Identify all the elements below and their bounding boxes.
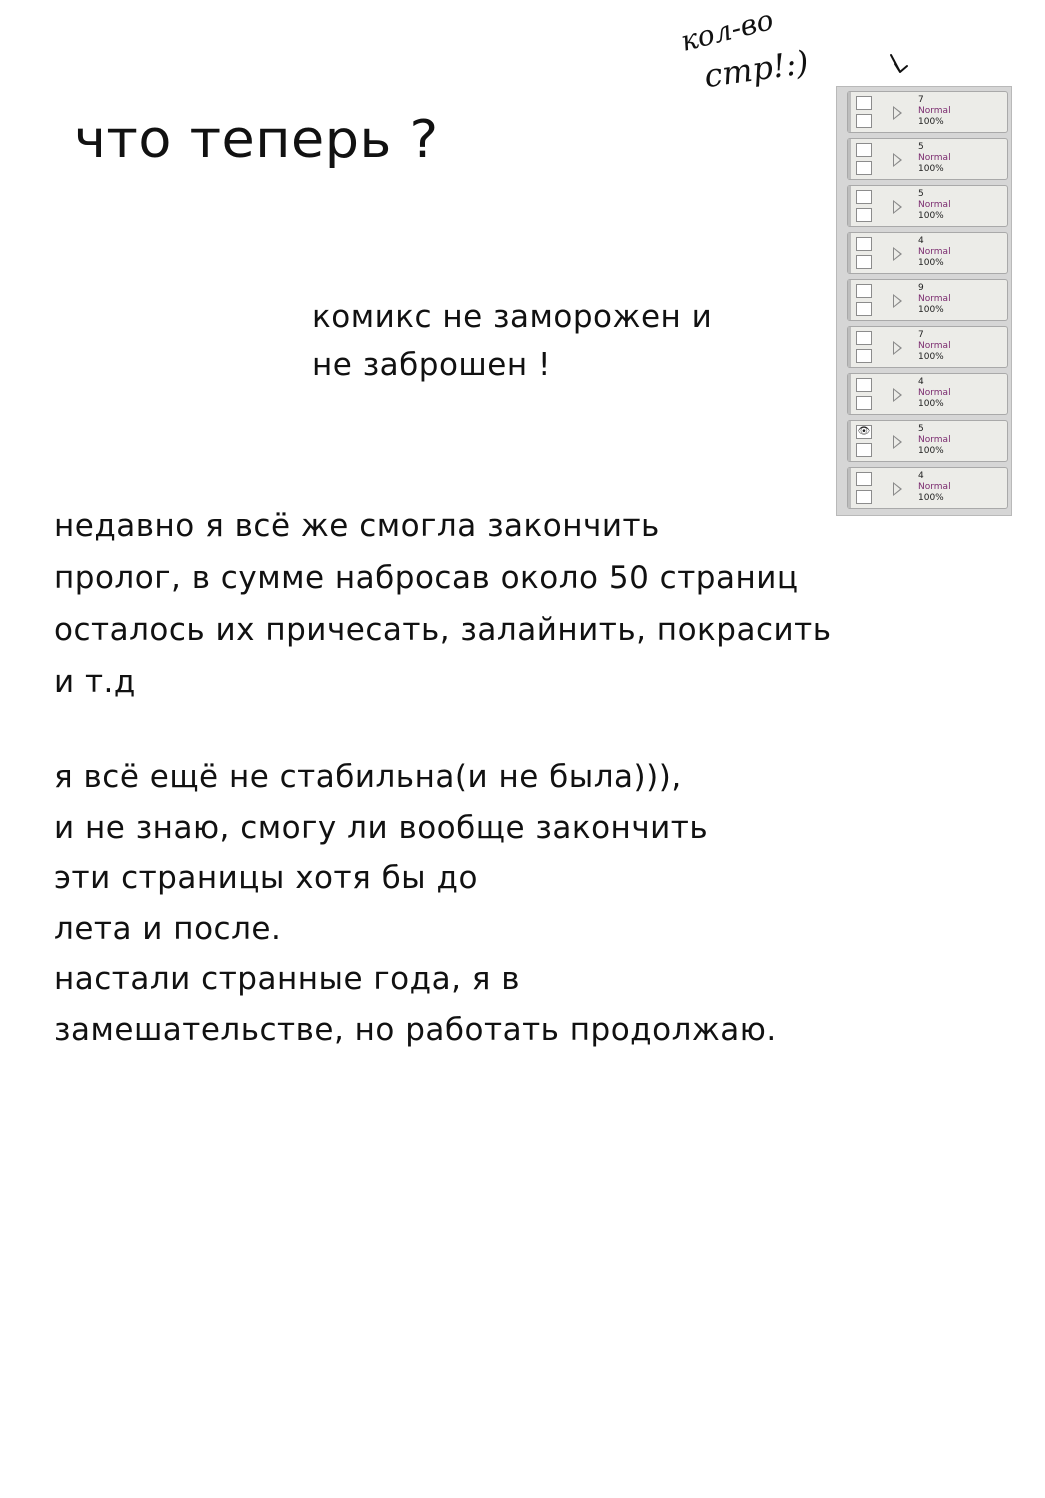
layer-name: 4 xyxy=(918,377,924,387)
layer-blend-mode: Normal xyxy=(918,341,951,351)
layer-opacity: 100% xyxy=(918,164,944,174)
layer-info xyxy=(918,95,951,128)
scribble-line-1: кол-во xyxy=(677,3,777,58)
expand-triangle-icon[interactable] xyxy=(893,247,902,261)
layer-opacity: 100% xyxy=(918,352,944,362)
layer-name: 4 xyxy=(918,236,924,246)
paragraph-line: осталось их причесать, залайнить, покрасить xyxy=(54,612,832,648)
layer-row[interactable] xyxy=(847,279,1008,321)
paragraph-line: пролог, в сумме набросав около 50 страниц xyxy=(54,560,799,596)
layer-info xyxy=(918,471,951,504)
layer-blend-mode: Normal xyxy=(918,247,951,257)
expand-triangle-icon[interactable] xyxy=(893,482,902,496)
layer-blend-mode: Normal xyxy=(918,153,951,163)
layer-blend-mode: Normal xyxy=(918,294,951,304)
paragraph-line: недавно я всё же смогла закончить xyxy=(54,508,660,544)
layer-row[interactable] xyxy=(847,185,1008,227)
layer-row[interactable] xyxy=(847,373,1008,415)
layer-opacity: 100% xyxy=(918,258,944,268)
page-title: что теперь ? xyxy=(74,109,439,170)
expand-triangle-icon[interactable] xyxy=(893,294,902,308)
visibility-toggle[interactable] xyxy=(856,190,872,204)
expand-triangle-icon[interactable] xyxy=(893,341,902,355)
expand-triangle-icon[interactable] xyxy=(893,106,902,120)
paragraph-line: эти страницы хотя бы до xyxy=(54,860,478,896)
status-notice xyxy=(312,293,712,389)
lock-toggle[interactable] xyxy=(856,490,872,504)
status-paragraph xyxy=(54,752,777,1055)
lock-toggle[interactable] xyxy=(856,161,872,175)
layer-name: 9 xyxy=(918,283,924,293)
layer-edge xyxy=(848,186,851,226)
layer-row[interactable] xyxy=(847,467,1008,509)
paragraph-line: замешательстве, но работать продолжаю. xyxy=(54,1011,777,1048)
layers-panel xyxy=(836,86,1012,516)
visibility-toggle[interactable] xyxy=(856,284,872,298)
layer-info xyxy=(918,189,951,222)
layer-edge xyxy=(848,92,851,132)
layer-info xyxy=(918,142,951,175)
lock-toggle[interactable] xyxy=(856,114,872,128)
paragraph-line: лета и после. xyxy=(54,910,282,947)
eye-icon[interactable]: 👁 xyxy=(857,426,871,437)
notice-line: не заброшен ! xyxy=(312,347,551,383)
layer-opacity: 100% xyxy=(918,305,944,315)
layer-edge xyxy=(848,468,851,508)
visibility-toggle[interactable] xyxy=(856,143,872,157)
layer-blend-mode: Normal xyxy=(918,200,951,210)
visibility-toggle[interactable] xyxy=(856,472,872,486)
layer-row[interactable] xyxy=(847,138,1008,180)
progress-paragraph xyxy=(54,500,831,708)
layer-opacity: 100% xyxy=(918,211,944,221)
layer-row[interactable] xyxy=(847,91,1008,133)
visibility-toggle[interactable] xyxy=(856,378,872,392)
layer-info xyxy=(918,424,951,457)
expand-triangle-icon[interactable] xyxy=(893,200,902,214)
layer-opacity: 100% xyxy=(918,446,944,456)
layer-name: 5 xyxy=(918,189,924,199)
expand-triangle-icon[interactable] xyxy=(893,153,902,167)
paragraph-line: и не знаю, смогу ли вообще закончить xyxy=(54,809,709,846)
layer-opacity: 100% xyxy=(918,399,944,409)
layer-blend-mode: Normal xyxy=(918,388,951,398)
paragraph-line: настали странные года, я в xyxy=(54,961,521,997)
layer-blend-mode: Normal xyxy=(918,482,951,492)
layer-blend-mode: Normal xyxy=(918,435,951,445)
layer-name: 4 xyxy=(918,471,924,481)
layer-edge xyxy=(848,421,851,461)
layer-edge xyxy=(848,139,851,179)
layer-info xyxy=(918,377,951,410)
page-count-scribble xyxy=(677,3,828,102)
arrow-down-icon xyxy=(888,52,912,78)
layer-row[interactable] xyxy=(847,232,1008,274)
expand-triangle-icon[interactable] xyxy=(893,388,902,402)
layer-name: 5 xyxy=(918,424,924,434)
layer-edge xyxy=(848,233,851,273)
layer-info xyxy=(918,283,951,316)
layer-edge xyxy=(848,374,851,414)
expand-triangle-icon[interactable] xyxy=(893,435,902,449)
lock-toggle[interactable] xyxy=(856,443,872,457)
lock-toggle[interactable] xyxy=(856,349,872,363)
lock-toggle[interactable] xyxy=(856,302,872,316)
visibility-toggle[interactable] xyxy=(856,237,872,251)
layer-opacity: 100% xyxy=(918,117,944,127)
layer-name: 7 xyxy=(918,330,924,340)
lock-toggle[interactable] xyxy=(856,396,872,410)
layer-row[interactable] xyxy=(847,420,1008,462)
layer-blend-mode: Normal xyxy=(918,106,951,116)
visibility-toggle[interactable] xyxy=(856,96,872,110)
layer-edge xyxy=(848,327,851,367)
layer-opacity: 100% xyxy=(918,493,944,503)
layer-info xyxy=(918,330,951,363)
notice-line: комикс не заморожен и xyxy=(312,299,713,335)
layer-name: 5 xyxy=(918,142,924,152)
lock-toggle[interactable] xyxy=(856,208,872,222)
paragraph-line: я всё ещё не стабильна(и не была))), xyxy=(54,759,682,795)
visibility-toggle[interactable] xyxy=(856,331,872,345)
layer-edge xyxy=(848,280,851,320)
lock-toggle[interactable] xyxy=(856,255,872,269)
layer-row[interactable] xyxy=(847,326,1008,368)
layer-name: 7 xyxy=(918,95,924,105)
scribble-line-2: стр!:) xyxy=(701,42,812,96)
paragraph-line: и т.д xyxy=(54,664,136,700)
layer-info xyxy=(918,236,951,269)
